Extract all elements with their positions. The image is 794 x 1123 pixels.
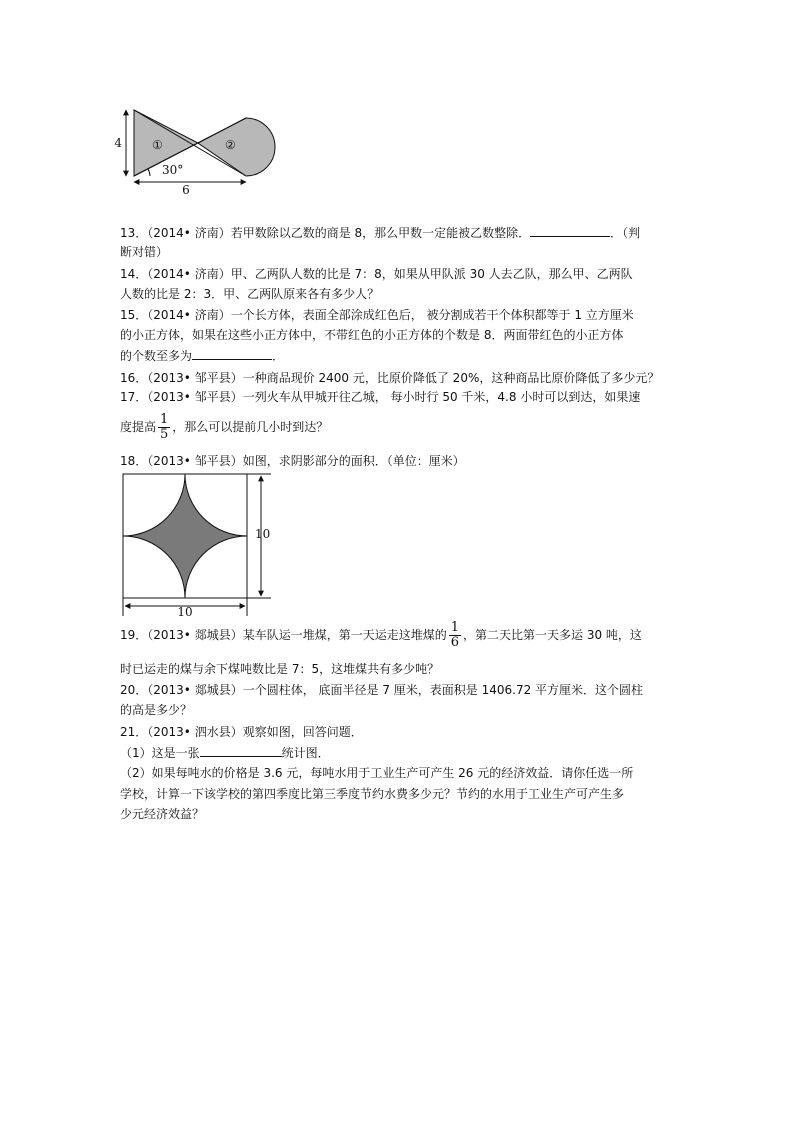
question-16-line-1: 16．（2013• 邹平县）一种商品现价 2400 元，比原价降低了 20%，这种商品比原价降低了多少元？ [120, 371, 660, 385]
question-17-line-1: 17．（2013• 邹平县）一列火车从甲城开往乙城， 每小时行 50 千米，4.8 小时可以到达，如果速 [120, 390, 641, 404]
bowtie-region-2-label: ② [225, 138, 236, 152]
bowtie-angle-label: 30° [162, 163, 184, 177]
question-21-line-1: 21．（2013• 泗水县）观察如图，回答问题． [120, 725, 363, 739]
question-17-line-2: 度提高 $\frac{1}{5}$ ，那么可以提前几小时到达？ [120, 412, 329, 442]
question-15-line-3: 的个数至多为 ． [120, 349, 285, 363]
bowtie-width-label: 6 [182, 183, 190, 197]
question-15-line-2: 的小正方体，如果在这些小正方体中，不带红色的小正方体的个数是 8．两面带红色的小正方体 [120, 328, 624, 342]
square-star-figure [115, 468, 285, 618]
question-14-line-1: 14．（2014• 济南）甲、乙两队人数的比是 7：8，如果从甲队派 30 人去乙队，那么甲、乙两队 [120, 267, 633, 281]
square-side-label-horizontal: 10 [177, 605, 193, 619]
question-21-line-4: 学校，计算一下该学校的第四季度比第三季度节约水费多少元？节约的水用于工业生产可产生多 [120, 787, 625, 801]
question-20-line-2: 的高是多少？ [120, 703, 193, 717]
answer-blank-15[interactable] [192, 347, 272, 360]
question-20-line-1: 20．（2013• 郯城县）一个圆柱体， 底面半径是 7 厘米，表面积是 1406.72 平方厘米．这个圆柱 [120, 683, 644, 697]
fraction-one-sixth: $\frac{1}{6}$ [450, 620, 459, 650]
question-19-line-2: 时已运走的煤与余下煤吨数比是 7：5，这堆煤共有多少吨？ [120, 662, 440, 676]
question-13-line-1: 13．（2014• 济南）若甲数除以乙数的商是 8，那么甲数一定能被乙数整除． ．（判 [120, 226, 641, 240]
question-13-line-2: 断对错） [120, 245, 169, 259]
question-19-line-1: 19．（2013• 郯城县）某车队运一堆煤，第一天运走这堆煤的 $\frac{1}{6}$ ，第二天比第一天多运 30 吨，这 [120, 620, 642, 650]
bowtie-region-1-label: ① [152, 138, 163, 152]
bowtie-height-label: 4 [114, 136, 122, 150]
bowtie-sector-2 [198, 118, 275, 176]
question-21-line-2: （1）这是一张 统计图． [120, 746, 330, 760]
question-21-line-3: （2）如果每吨水的价格是 3.6 元，每吨水用于工业生产可产生 26 元的经济效益．请你任选一所 [120, 766, 634, 780]
fraction-one-fifth: $\frac{1}{5}$ [160, 412, 169, 442]
question-21-line-5: 少元经济效益？ [120, 807, 205, 821]
question-15-line-1: 15．（2014• 济南）一个长方体，表面全部涂成红色后， 被分割成若干个体积都等于 1 立方厘米 [120, 308, 634, 322]
square-side-label-vertical: 10 [255, 527, 271, 541]
answer-blank-21[interactable] [200, 744, 282, 757]
answer-blank-13[interactable] [530, 224, 610, 237]
bowtie-figure [116, 100, 266, 195]
question-14-line-2: 人数的比是 2：3．甲、乙两队原来各有多少人？ [120, 287, 380, 301]
question-18-line-1: 18．（2013• 邹平县）如图，求阴影部分的面积．（单位：厘米） [120, 454, 465, 468]
